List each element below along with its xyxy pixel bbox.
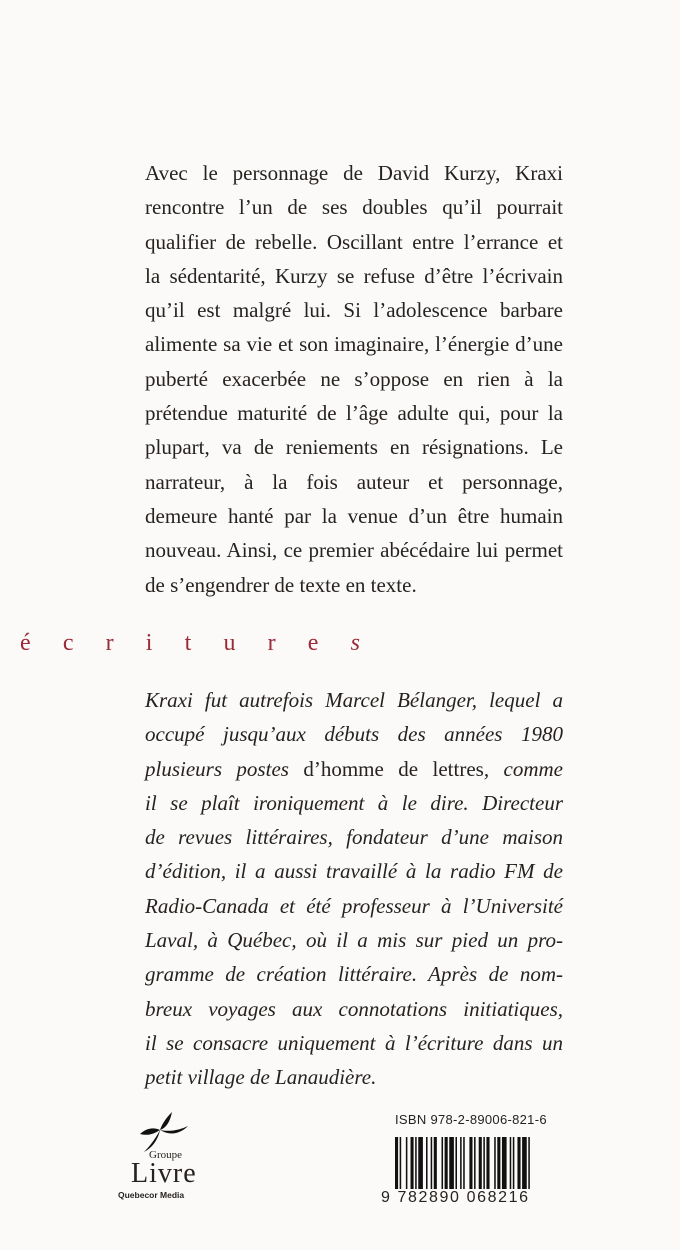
bio-line: il se consacre uniquement à l’écriture dans un xyxy=(145,1030,563,1055)
author-biography xyxy=(145,683,563,1095)
series-letter: s xyxy=(350,630,360,656)
publisher-livre: Livre xyxy=(131,1158,197,1189)
bio-line: petit village de Lanaudière. xyxy=(145,1065,377,1090)
blurb-line: alimente sa vie et son imaginaire, l’énergie d’une xyxy=(145,332,563,357)
bio-line: il se plaît ironiquement à le dire. Directeur xyxy=(145,790,563,815)
bio-line: de revues littéraires, fondateur d’une maison xyxy=(145,825,563,850)
blurb-line: qu’il est malgré lui. Si l’adolescence barbare xyxy=(145,298,563,323)
bio-line: Kraxi fut autrefois Marcel Bélanger, lequel a xyxy=(145,688,563,712)
bio-line: Radio-Canada et été professeur à l’Université xyxy=(145,893,563,918)
publisher-groupe: Groupe xyxy=(149,1149,182,1161)
bio-line: Laval, à Québec, où il a mis sur pied un pro- xyxy=(145,928,563,953)
publisher-media: Quebecor Media xyxy=(118,1190,185,1200)
series-title-ecritures xyxy=(20,630,360,657)
isbn-label: ISBN 978-2-89006-821-6 xyxy=(395,1112,547,1127)
blurb-line: la sédentarité, Kurzy se refuse d’être l’écrivain xyxy=(145,263,563,288)
blurb-line: qualifier de rebelle. Oscillant entre l’errance et xyxy=(145,229,563,254)
series-letter: r xyxy=(267,630,276,656)
back-cover-blurb xyxy=(145,156,563,602)
blurb-line: plupart, va de reniements en résignations. Le xyxy=(145,435,563,460)
series-letter: t xyxy=(184,630,192,656)
bio-line: plusieurs postes d’homme de lettres, comme xyxy=(145,756,563,781)
barcode-digits: 9 782890 068216 xyxy=(381,1189,530,1206)
bio-roman-text: d’homme de lettres xyxy=(303,756,484,781)
series-letter: e xyxy=(307,630,319,656)
series-letter: u xyxy=(223,630,236,656)
bio-line: gramme de création littéraire. Après de nom- xyxy=(145,962,563,987)
blurb-line: nouveau. Ainsi, ce premier abécédaire lui permet xyxy=(145,538,563,563)
barcode-icon xyxy=(381,1137,567,1193)
blurb-line: prétendue maturité de l’âge adulte qui, pour la xyxy=(145,401,563,426)
blurb-line: narrateur, à la fois auteur et personnage, xyxy=(145,469,563,494)
bio-line: d’édition, il a aussi travaillé à la radio FM de xyxy=(145,859,563,884)
blurb-line: de s’engendrer de texte en texte. xyxy=(145,572,417,597)
series-letter: c xyxy=(62,630,74,656)
series-letter: r xyxy=(105,630,114,656)
bio-line: occupé jusqu’aux débuts des années 1980 xyxy=(145,722,563,747)
series-letter: i xyxy=(145,630,153,656)
blurb-line: puberté exacerbée ne s’oppose en rien à la xyxy=(145,366,563,391)
blurb-line: demeure hanté par la venue d’un être humain xyxy=(145,503,563,528)
publisher-logo xyxy=(118,1108,218,1198)
series-letter: é xyxy=(20,630,31,656)
blurb-line: Avec le personnage de David Kurzy, Kraxi xyxy=(145,161,563,185)
blurb-line: rencontre l’un de ses doubles qu’il pourrait xyxy=(145,195,563,220)
bio-line: breux voyages aux connotations initiatiques, xyxy=(145,996,563,1021)
